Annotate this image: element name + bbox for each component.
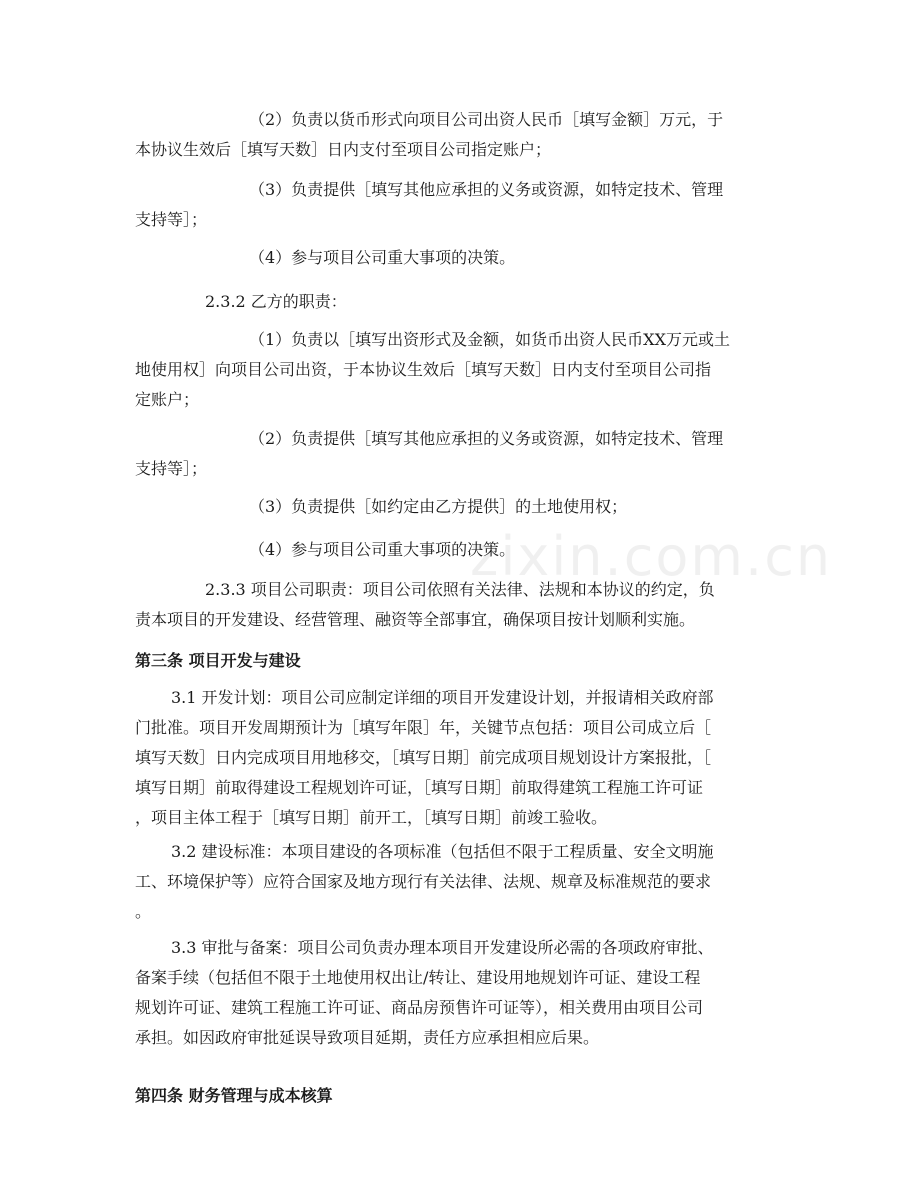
text-line: 3.3 审批与备案：项目公司负责办理本项目开发建设所必需的各项政府审批、: [171, 938, 714, 957]
paragraph-party-b-item-3: [249, 492, 627, 522]
text-line: 支持等］；: [135, 210, 208, 229]
text-line: 备案手续（包括但不限于土地使用权出让/转让、建设用地规划许可证、建设工程: [135, 968, 701, 987]
text-line: 2.3.2 乙方的职责：: [205, 292, 347, 311]
text-line: 3.2 建设标准：本项目建设的各项标准（包括但不限于工程质量、安全文明施: [171, 842, 714, 861]
text-line: 规划许可证、建筑工程施工许可证、商品房预售许可证等），相关费用由项目公司: [135, 998, 704, 1017]
section-2-3-3: [135, 575, 715, 635]
paragraph-party-a-item-3: [135, 175, 723, 235]
text-line: 支持等］；: [135, 459, 208, 478]
text-line: 。: [135, 902, 152, 921]
text-line: （1）负责以［填写出资形式及金额，如货币出资人民币XX万元或土: [249, 330, 730, 349]
text-line: ，项目主体工程于［填写日期］前开工，［填写日期］前竣工验收。: [135, 808, 608, 827]
article-4-heading: 第四条 财务管理与成本核算: [135, 1086, 333, 1105]
paragraph-party-b-item-2: [135, 424, 723, 484]
section-2-3-2-title: [205, 287, 347, 317]
text-line: （4）参与项目公司重大事项的决策。: [249, 540, 516, 559]
text-line: 承担。如因政府审批延误导致项目延期，责任方应承担相应后果。: [135, 1028, 600, 1047]
article-3-heading: 第三条 项目开发与建设: [135, 651, 301, 670]
watermark: zixin.com.cn: [470, 525, 833, 588]
text-line: 工、环境保护等）应符合国家及地方现行有关法律、法规、规章及标准规范的要求: [135, 872, 712, 891]
text-line: 地使用权］向项目公司出资，于本协议生效后［填写天数］日内支付至项目公司指: [135, 360, 712, 379]
text-line: 填写天数］日内完成项目用地移交，［填写日期］前完成项目规划设计方案报批，［: [135, 748, 712, 767]
section-3-2: [135, 837, 714, 927]
paragraph-party-a-item-2: [135, 105, 723, 165]
text-line: 责本项目的开发建设、经营管理、融资等全部事宜，确保项目按计划顺利实施。: [135, 610, 696, 629]
text-line: 本协议生效后［填写天数］日内支付至项目公司指定账户；: [135, 140, 552, 159]
text-line: （3）负责提供［如约定由乙方提供］的土地使用权；: [249, 497, 628, 516]
text-line: 3.1 开发计划：项目公司应制定详细的项目开发建设计划，并报请相关政府部: [171, 688, 714, 707]
paragraph-party-b-item-1: [135, 325, 730, 415]
section-3-1: [135, 683, 714, 833]
text-line: （2）负责以货币形式向项目公司出资人民币［填写金额］万元，于: [249, 110, 724, 129]
paragraph-party-b-item-4: [249, 535, 515, 565]
text-line: 门批准。项目开发周期预计为［填写年限］年，关键节点包括：项目公司成立后［: [135, 718, 712, 737]
text-line: 2.3.3 项目公司职责：项目公司依照有关法律、法规和本协议的约定，负: [205, 580, 715, 599]
paragraph-party-a-item-4: [249, 243, 515, 273]
text-line: （2）负责提供［填写其他应承担的义务或资源，如特定技术、管理: [249, 429, 724, 448]
text-line: 定账户；: [135, 390, 200, 409]
text-line: 填写日期］前取得建设工程规划许可证，［填写日期］前取得建筑工程施工许可证: [135, 778, 704, 797]
text-line: （4）参与项目公司重大事项的决策。: [249, 248, 516, 267]
text-line: （3）负责提供［填写其他应承担的义务或资源，如特定技术、管理: [249, 180, 724, 199]
section-3-3: [135, 933, 714, 1053]
